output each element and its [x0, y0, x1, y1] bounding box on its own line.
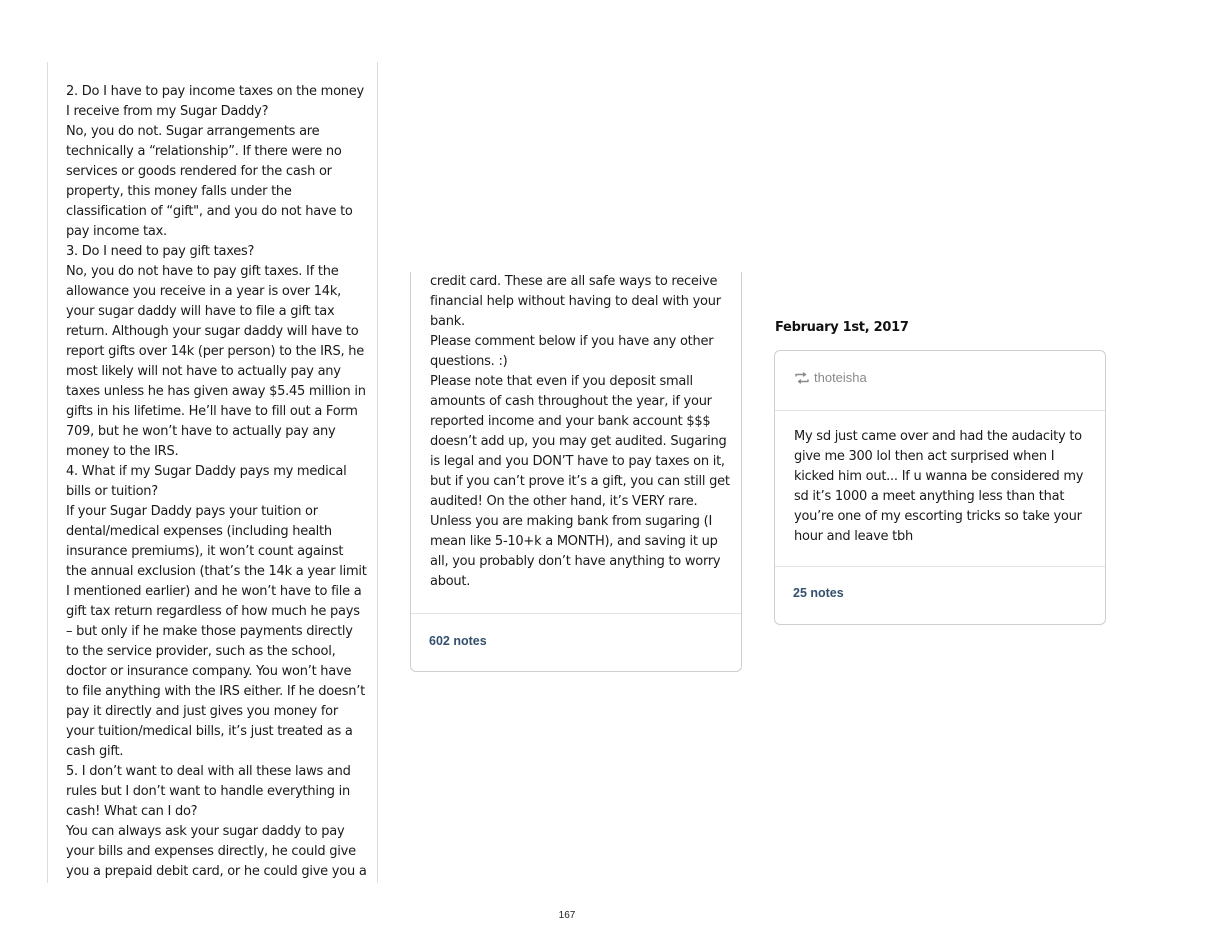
text-line: – but only if he make those payments directly	[66, 624, 353, 639]
text-line: your bills and expenses directly, he could give	[66, 844, 356, 859]
text-line: 3. Do I need to pay gift taxes?	[66, 244, 255, 259]
text-line: you’re one of my escorting tricks so take your	[794, 509, 1082, 524]
text-line: If your Sugar Daddy pays your tuition or	[66, 504, 318, 519]
text-line: I mentioned earlier) and he won’t have to file a	[66, 584, 362, 599]
text-line: amounts of cash throughout the year, if your	[430, 394, 712, 409]
text-line: pay it directly and just gives you money for	[66, 704, 338, 719]
post-card-right	[774, 350, 1106, 625]
post-header	[775, 351, 1105, 411]
text-line: sd it’s 1000 a meet anything less than that	[794, 489, 1065, 504]
text-line: 4. What if my Sugar Daddy pays my medical	[66, 464, 347, 479]
text-line: No, you do not. Sugar arrangements are	[66, 124, 320, 139]
text-line: You can always ask your sugar daddy to pay	[66, 824, 345, 839]
text-line: you a prepaid debit card, or he could give you a	[66, 864, 367, 879]
text-line: 2. Do I have to pay income taxes on the money	[66, 84, 364, 99]
post-footer	[411, 613, 741, 671]
text-line: services or goods rendered for the cash or	[66, 164, 332, 179]
text-line: gift tax return regardless of how much he pays	[66, 604, 360, 619]
reblog-icon	[794, 370, 810, 386]
text-line: kicked him out... If u wanna be considered my	[794, 469, 1084, 484]
post-body	[411, 272, 741, 592]
reblog-username-link[interactable]: thoteisha	[814, 370, 867, 385]
text-line: questions. :)	[430, 354, 508, 369]
text-line: bank.	[430, 314, 465, 329]
text-line: hour and leave tbh	[794, 529, 913, 544]
text-line: allowance you receive in a year is over 14k,	[66, 284, 341, 299]
text-line: taxes unless he has given away $5.45 million in	[66, 384, 366, 399]
text-line: money to the IRS.	[66, 444, 179, 459]
post-card-middle	[410, 272, 742, 672]
text-line: No, you do not have to pay gift taxes. If the	[66, 264, 339, 279]
text-line: credit card. These are all safe ways to receive	[430, 274, 718, 289]
text-line: audited! On the other hand, it’s VERY rare.	[430, 494, 698, 509]
post-date: February 1st, 2017	[775, 320, 909, 335]
text-line: your tuition/medical bills, it’s just treated as a	[66, 724, 353, 739]
text-line: reported income and your bank account $$$	[430, 414, 711, 429]
notes-count-link[interactable]: 602 notes	[429, 634, 487, 648]
text-line: all, you probably don’t have anything to worry	[430, 554, 721, 569]
text-line: most likely will not have to actually pay any	[66, 364, 341, 379]
text-line: about.	[430, 574, 471, 589]
page-number: 167	[558, 910, 576, 921]
text-line: to file anything with the IRS either. If he doesn’t	[66, 684, 365, 699]
text-line: dental/medical expenses (including health	[66, 524, 332, 539]
post-body	[794, 427, 1089, 547]
text-line: cash! What can I do?	[66, 804, 198, 819]
text-line: mean like 5-10+k a MONTH), and saving it up	[430, 534, 718, 549]
text-line: report gifts over 14k (per person) to the IRS, he	[66, 344, 364, 359]
text-line: to the service provider, such as the school,	[66, 644, 336, 659]
text-line: rules but I don’t want to handle everything in	[66, 784, 350, 799]
text-line: cash gift.	[66, 744, 124, 759]
text-line: financial help without having to deal with your	[430, 294, 721, 309]
text-line: My sd just came over and had the audacity to	[794, 429, 1082, 444]
text-line: return. Although your sugar daddy will have to	[66, 324, 359, 339]
text-line: the annual exclusion (that’s the 14k a year limit	[66, 564, 367, 579]
text-line: insurance premiums), it won’t count against	[66, 544, 344, 559]
text-line: classification of “gift", and you do not have to	[66, 204, 353, 219]
text-line: pay income tax.	[66, 224, 167, 239]
notes-count-link[interactable]: 25 notes	[793, 586, 844, 600]
text-line: Please comment below if you have any other	[430, 334, 714, 349]
text-line: bills or tuition?	[66, 484, 158, 499]
text-line: technically a “relationship”. If there were no	[66, 144, 342, 159]
post-column-left	[47, 62, 378, 883]
text-line: give me 300 lol then act surprised when I	[794, 449, 1055, 464]
text-line: gifts in his lifetime. He’ll have to fill out a Form	[66, 404, 358, 419]
text-line: I receive from my Sugar Daddy?	[66, 104, 269, 119]
text-line: Unless you are making bank from sugaring (I	[430, 514, 713, 529]
text-line: your sugar daddy will have to file a gift tax	[66, 304, 335, 319]
text-line: 709, but he won’t have to actually pay any	[66, 424, 336, 439]
post-body	[48, 62, 377, 882]
text-line: Please note that even if you deposit small	[430, 374, 693, 389]
text-line: doctor or insurance company. You won’t have	[66, 664, 352, 679]
post-footer	[775, 566, 1105, 624]
text-line: 5. I don’t want to deal with all these laws and	[66, 764, 351, 779]
text-line: property, this money falls under the	[66, 184, 292, 199]
text-line: doesn’t add up, you may get audited. Sugaring	[430, 434, 727, 449]
text-line: is legal and you DON’T have to pay taxes on it,	[430, 454, 725, 469]
text-line: but if you can’t prove it’s a gift, you can still get	[430, 474, 730, 489]
